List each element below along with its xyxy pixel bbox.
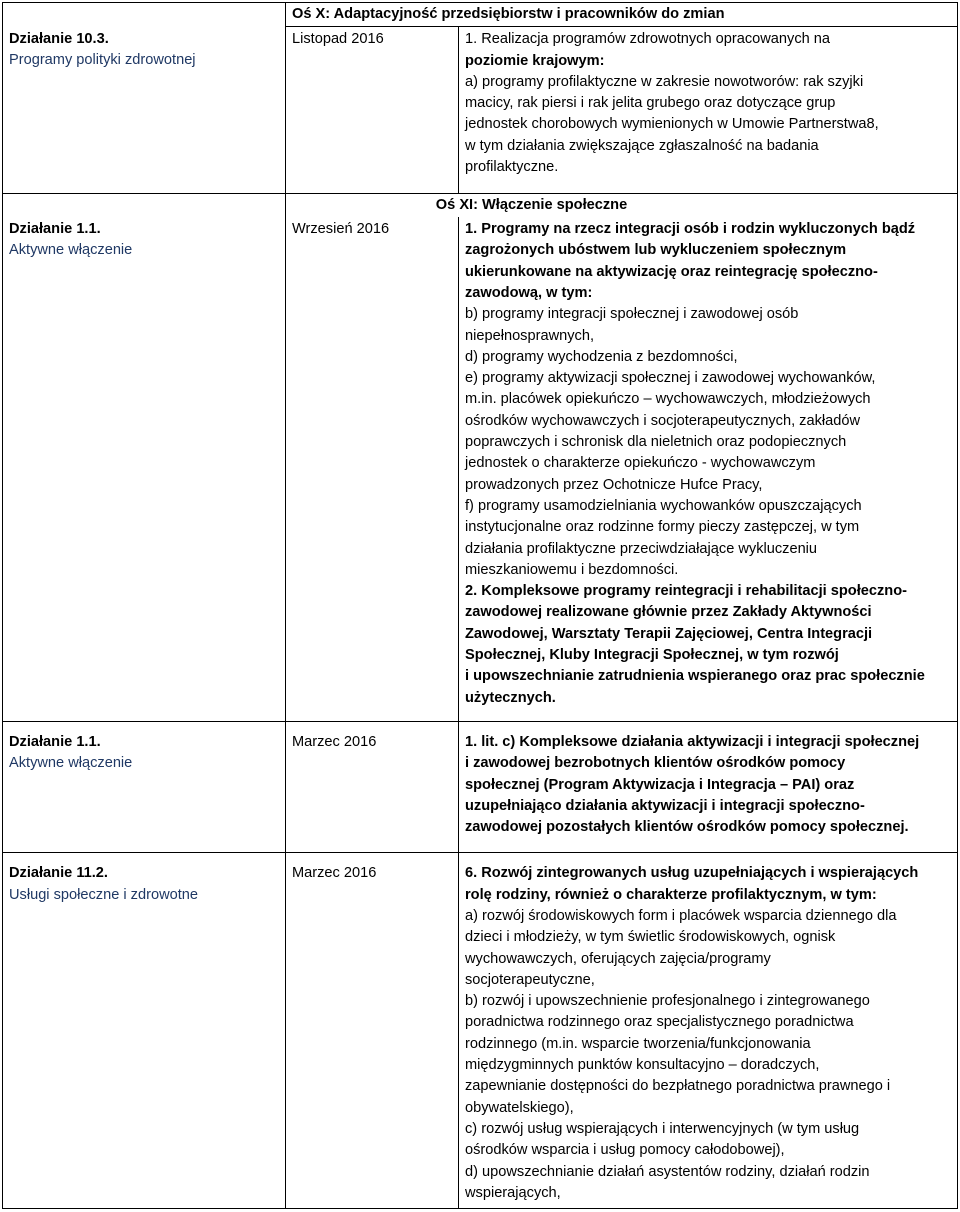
content-line: e) programy aktywizacji społecznej i zawodowej wychowanków,: [465, 370, 876, 387]
content-line: socjoterapeutyczne,: [465, 971, 595, 988]
content-line: b) rozwój i upowszechnienie profesjonalnego i zintegrowanego: [465, 993, 870, 1010]
section-3-action-cell: [3, 721, 286, 852]
section-1-action-name: Programy polityki zdrowotnej: [9, 52, 196, 69]
section-1-left-spacer: [3, 3, 286, 27]
section-1-row: [3, 27, 958, 194]
content-line: międzygminnych punktów konsultacyjno – doradczych,: [465, 1057, 820, 1074]
content-line: i zawodowej bezrobotnych klientów ośrodków pomocy: [465, 755, 846, 772]
section-1-date: Listopad 2016: [286, 27, 459, 194]
section-4-action-title: Działanie 11.2.: [9, 865, 108, 882]
content-line: wspierających,: [465, 1184, 561, 1201]
content-line: niepełnosprawnych,: [465, 327, 594, 344]
programs-table: [2, 2, 958, 1209]
section-4-date: Marzec 2016: [286, 853, 459, 1209]
content-line: profilaktyczne.: [465, 159, 559, 176]
content-line: instytucjonalne oraz rodzinne formy pieczy zastępczej, w tym: [465, 519, 860, 536]
content-line: poziomie krajowym:: [465, 52, 605, 69]
section-2-date: Wrzesień 2016: [286, 217, 459, 721]
section-3-content: [459, 721, 958, 852]
section-1-content: [459, 27, 958, 194]
section-2-axis-title: Oś XI: Włączenie społeczne: [286, 193, 958, 217]
section-2-action-cell: [3, 217, 286, 721]
section-4-action-cell: [3, 853, 286, 1209]
content-line: poradnictwa rodzinnego oraz specjalistycznego poradnictwa: [465, 1014, 854, 1031]
section-3-row: [3, 721, 958, 852]
content-line: zapewnianie dostępności do bezpłatnego poradnictwa prawnego i: [465, 1078, 891, 1095]
section-1-action-title: Działanie 10.3.: [9, 30, 109, 47]
section-2-row: [3, 217, 958, 721]
content-line: macicy, rak piersi i rak jelita grubego oraz dotyczące grup: [465, 95, 836, 112]
content-line: d) upowszechnianie działań asystentów rodziny, działań rodzin: [465, 1163, 870, 1180]
content-line: poprawczych i schronisk dla nieletnich oraz podopiecznych: [465, 434, 847, 451]
content-line: 2. Kompleksowe programy reintegracji i rehabilitacji społeczno-: [465, 583, 907, 600]
content-line: mieszkaniowemu i bezdomności.: [465, 561, 679, 578]
content-line: działania profilaktyczne przeciwdziałające wykluczeniu: [465, 540, 818, 557]
content-line: zawodową, w tym:: [465, 284, 593, 301]
content-line: uzupełniająco działania aktywizacji i integracji społeczno-: [465, 797, 865, 814]
section-2-left-spacer: [3, 193, 286, 217]
content-line: rolę rodziny, również o charakterze profilaktycznym, w tym:: [465, 886, 877, 903]
section-3-date: Marzec 2016: [286, 721, 459, 852]
content-line: 1. Realizacja programów zdrowotnych opracowanych na: [465, 31, 831, 48]
content-line: zagrożonych ubóstwem lub wykluczeniem społecznym: [465, 242, 847, 259]
content-line: a) rozwój środowiskowych form i placówek wsparcia dziennego dla: [465, 908, 897, 924]
content-line: i upowszechnianie zatrudnienia wspieranego oraz prac społecznie: [465, 668, 925, 685]
content-line: rodzinnego (m.in. wsparcie tworzenia/funkcjonowania: [465, 1035, 811, 1052]
content-line: prowadzonych przez Ochotnicze Hufce Pracy,: [465, 476, 763, 493]
content-line: f) programy usamodzielniania wychowanków opuszczających: [465, 497, 862, 514]
section-3-action-name: Aktywne włączenie: [9, 755, 133, 772]
content-line: Zawodowej, Warsztaty Terapii Zajęciowej, Centra Integracji: [465, 625, 873, 642]
section-2-action-name: Aktywne włączenie: [9, 242, 133, 259]
section-4-action-name: Usługi społeczne i zdrowotne: [9, 886, 199, 903]
section-3-action-title: Działanie 1.1.: [9, 733, 101, 750]
content-line: c) rozwój usług wspierających i interwencyjnych (w tym usług: [465, 1120, 860, 1137]
content-line: dzieci i młodzieży, w tym świetlic środowiskowych, ognisk: [465, 929, 836, 946]
content-line: użytecznych.: [465, 689, 556, 706]
section-1-action-cell: [3, 27, 286, 194]
content-line: zawodowej pozostałych klientów ośrodków pomocy społecznej.: [465, 819, 909, 836]
section-2-header-row: [3, 193, 958, 217]
section-1-axis-title: Oś X: Adaptacyjność przedsiębiorstw i pracowników do zmian: [286, 3, 958, 27]
content-line: ośrodków wsparcia i usług pomocy całodobowej),: [465, 1142, 785, 1159]
content-line: 1. Programy na rzecz integracji osób i rodzin wykluczonych bądź: [465, 221, 916, 238]
content-line: 6. Rozwój zintegrowanych usług uzupełniających i wspierających: [465, 865, 919, 882]
section-2-content: [459, 217, 958, 721]
section-4-content: [459, 853, 958, 1209]
content-line: d) programy wychodzenia z bezdomności,: [465, 348, 738, 365]
section-1-header-row: [3, 3, 958, 27]
content-line: zawodowej realizowane głównie przez Zakłady Aktywności: [465, 604, 872, 621]
content-line: obywatelskiego),: [465, 1099, 574, 1116]
content-line: a) programy profilaktyczne w zakresie nowotworów: rak szyjki: [465, 73, 864, 90]
content-line: społecznej (Program Aktywizacja i Integracja – PAI) oraz: [465, 776, 855, 793]
content-line: m.in. placówek opiekuńczo – wychowawczych, młodzieżowych: [465, 391, 871, 408]
content-line: Społecznej, Kluby Integracji Społecznej, w tym rozwój: [465, 647, 839, 664]
content-line: ośrodków wychowawczych i socjoterapeutycznych, zakładów: [465, 412, 861, 429]
section-2-action-title: Działanie 1.1.: [9, 221, 101, 238]
content-line: w tym działania zwiększające zgłaszalność na badania: [465, 137, 819, 154]
content-line: b) programy integracji społecznej i zawodowej osób: [465, 306, 799, 323]
content-line: ukierunkowane na aktywizację oraz reintegrację społeczno-: [465, 263, 878, 280]
content-line: jednostek chorobowych wymienionych w Umowie Partnerstwa8,: [465, 116, 879, 133]
section-4-row: [3, 853, 958, 1209]
content-line: jednostek o charakterze opiekuńczo - wychowawczym: [465, 455, 816, 472]
content-line: 1. lit. c) Kompleksowe działania aktywizacji i integracji społecznej: [465, 733, 920, 750]
content-line: wychowawczych, oferujących zajęcia/programy: [465, 950, 771, 967]
